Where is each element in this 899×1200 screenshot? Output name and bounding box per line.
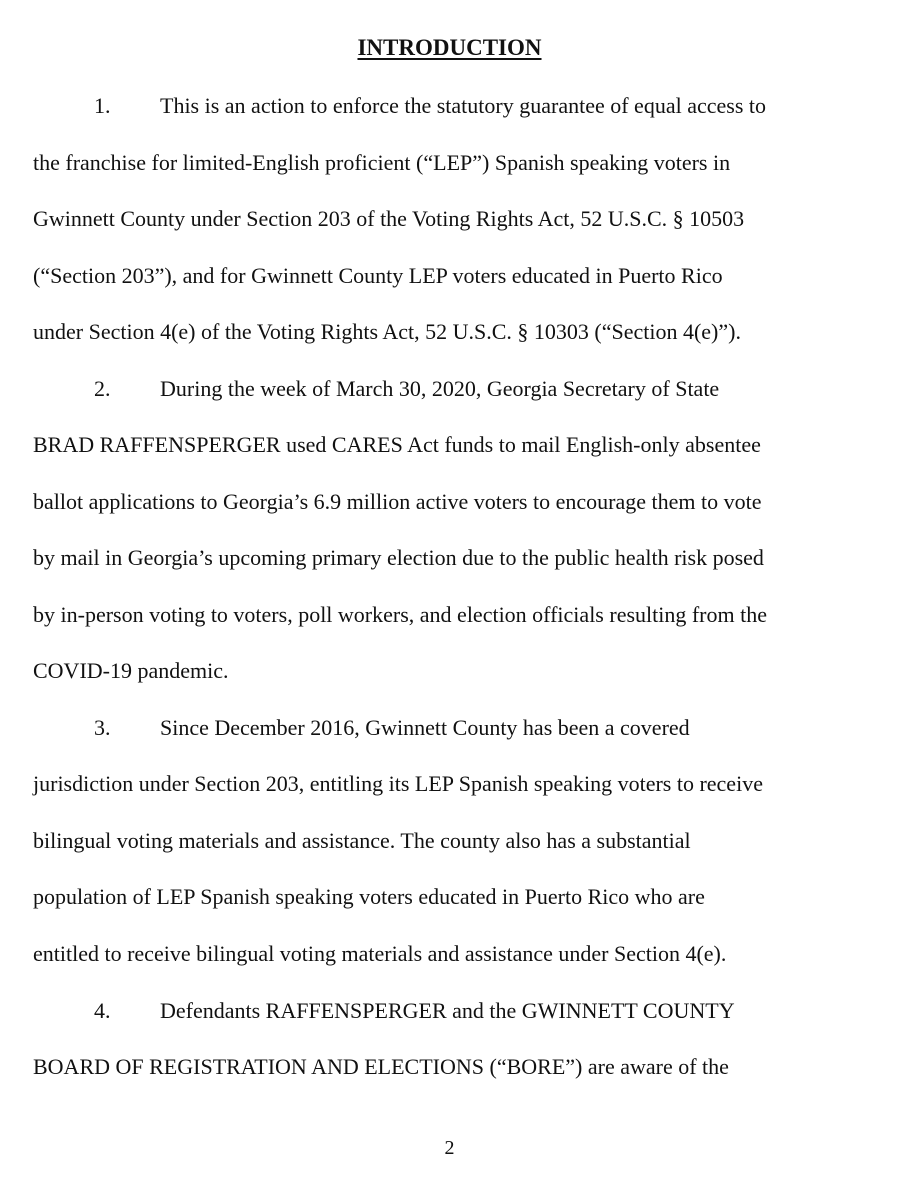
paragraph-3-line-5: entitled to receive bilingual voting materials and assistance under Section 4(e). <box>33 941 727 966</box>
paragraph-1-number: 1. <box>94 93 111 118</box>
paragraph-3-line-4: population of LEP Spanish speaking voters educated in Puerto Rico who are <box>33 884 705 909</box>
paragraph-2-first-line-text: During the week of March 30, 2020, Georgia Secretary of State <box>160 376 720 401</box>
heading-text: INTRODUCTION <box>357 35 542 60</box>
paragraph-1-line-4: (“Section 203”), and for Gwinnett County LEP voters educated in Puerto Rico <box>33 263 723 288</box>
paragraph-4-line-2: BOARD OF REGISTRATION AND ELECTIONS (“BORE”) are aware of the <box>33 1054 729 1079</box>
paragraph-3-first-line-text: Since December 2016, Gwinnett County has been a covered <box>160 715 690 740</box>
section-heading <box>0 34 899 62</box>
paragraph-1-first-line-text: This is an action to enforce the statutory guarantee of equal access to <box>160 93 766 118</box>
paragraph-1-line-2: the franchise for limited-English proficient (“LEP”) Spanish speaking voters in <box>33 150 731 175</box>
page-number: 2 <box>444 1137 455 1159</box>
paragraph-3-line-2: jurisdiction under Section 203, entitling its LEP Spanish speaking voters to receive <box>33 771 763 796</box>
paragraph-3-line-3: bilingual voting materials and assistance. The county also has a substantial <box>33 828 691 853</box>
paragraph-3-number: 3. <box>94 715 111 740</box>
paragraph-2-line-1 <box>94 375 719 403</box>
paragraph-4-number: 4. <box>94 998 111 1023</box>
paragraph-2-line-5: by in-person voting to voters, poll workers, and election officials resulting from the <box>33 602 767 627</box>
paragraph-3-line-1 <box>94 714 690 742</box>
paragraph-2-number: 2. <box>94 376 111 401</box>
paragraph-2-line-2: BRAD RAFFENSPERGER used CARES Act funds to mail English-only absentee <box>33 432 761 457</box>
paragraph-1-line-3: Gwinnett County under Section 203 of the Voting Rights Act, 52 U.S.C. § 10503 <box>33 206 745 231</box>
paragraph-2-line-6: COVID-19 pandemic. <box>33 658 229 683</box>
paragraph-2-line-3: ballot applications to Georgia’s 6.9 million active voters to encourage them to vote <box>33 489 762 514</box>
paragraph-4-first-line-text: Defendants RAFFENSPERGER and the GWINNETT COUNTY <box>160 998 735 1023</box>
paragraph-1-line-1 <box>94 92 766 120</box>
paragraph-1-line-5: under Section 4(e) of the Voting Rights Act, 52 U.S.C. § 10303 (“Section 4(e)”). <box>33 319 741 344</box>
paragraph-4-line-1 <box>94 997 735 1025</box>
paragraph-2-line-4: by mail in Georgia’s upcoming primary election due to the public health risk posed <box>33 545 764 570</box>
